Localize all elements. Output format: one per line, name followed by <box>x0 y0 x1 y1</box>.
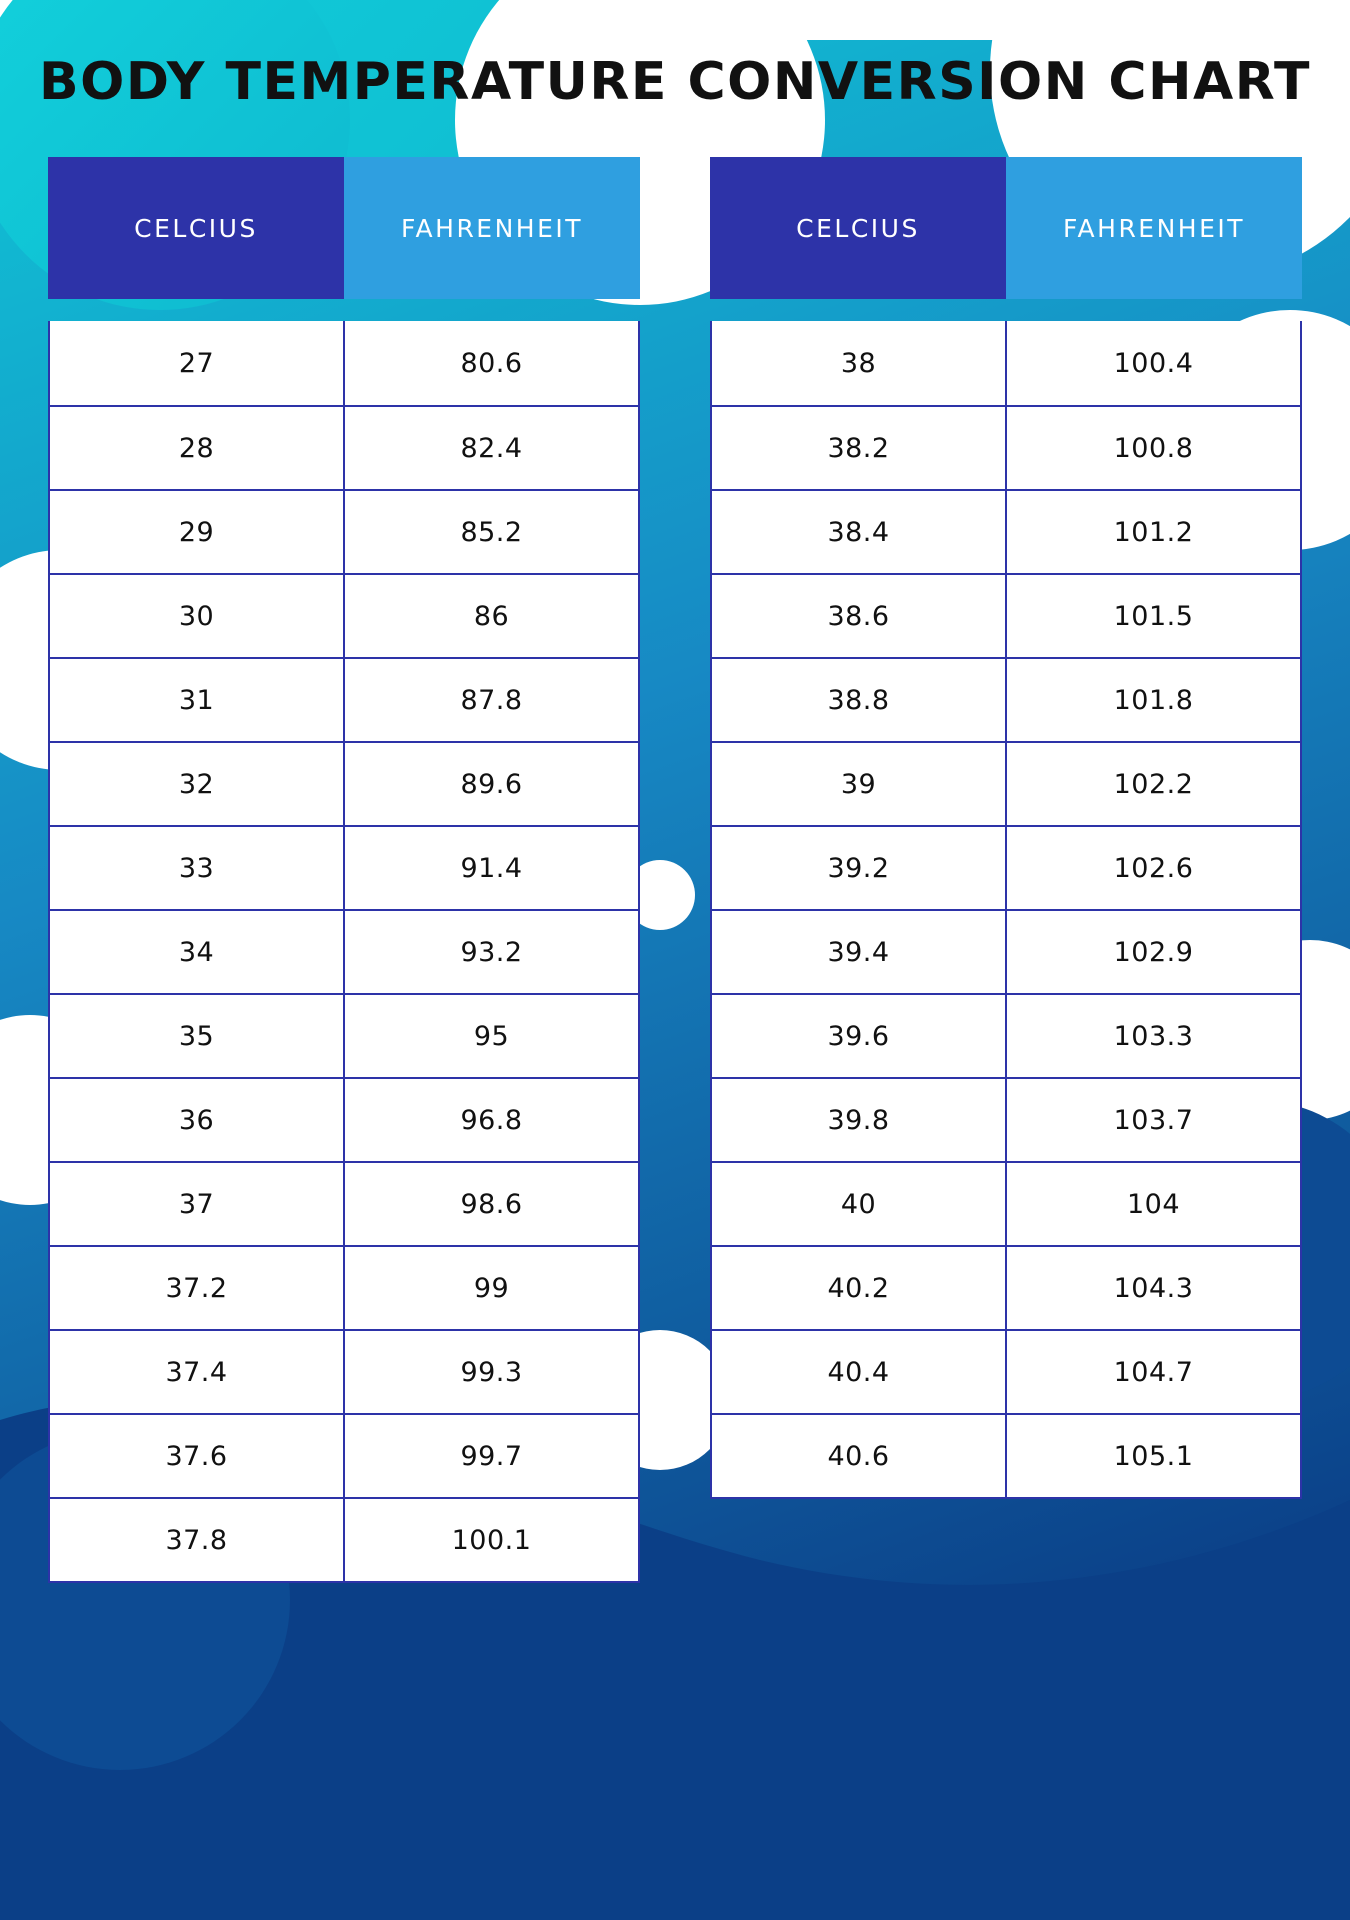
cell-fahrenheit: 102.2 <box>1005 743 1300 825</box>
cell-celcius: 38.8 <box>827 684 890 716</box>
cell-fahrenheit: 102.9 <box>1005 911 1300 993</box>
table-row <box>712 1413 1300 1497</box>
right-header-fahrenheit: FAHRENHEIT <box>1006 157 1302 299</box>
right-table-header <box>710 157 1302 299</box>
cell-celcius: 39.6 <box>827 1020 890 1052</box>
cell-fahrenheit: 103.3 <box>1005 995 1300 1077</box>
table-row <box>50 1413 638 1497</box>
cell-fahrenheit: 87.8 <box>343 659 638 741</box>
cell-fahrenheit: 99.7 <box>343 1415 638 1497</box>
cell-celcius: 27 <box>178 347 215 379</box>
cell-celcius: 37.6 <box>165 1440 228 1472</box>
cell-celcius: 33 <box>178 852 215 884</box>
cell-fahrenheit: 91.4 <box>343 827 638 909</box>
table-row <box>50 741 638 825</box>
cell-celcius: 37 <box>178 1188 215 1220</box>
cell-fahrenheit: 85.2 <box>343 491 638 573</box>
cell-celcius: 39.2 <box>827 852 890 884</box>
cell-celcius: 38.2 <box>827 432 890 464</box>
cell-fahrenheit: 93.2 <box>343 911 638 993</box>
right-table <box>710 157 1302 1499</box>
left-table-header <box>48 157 640 299</box>
table-row <box>50 1245 638 1329</box>
cell-celcius: 37.2 <box>165 1272 228 1304</box>
cell-fahrenheit: 101.8 <box>1005 659 1300 741</box>
table-row <box>50 573 638 657</box>
left-table <box>48 157 640 1583</box>
cell-celcius: 29 <box>178 516 215 548</box>
table-row <box>712 489 1300 573</box>
cell-celcius: 28 <box>178 432 215 464</box>
cell-fahrenheit: 101.5 <box>1005 575 1300 657</box>
cell-fahrenheit: 101.2 <box>1005 491 1300 573</box>
cell-fahrenheit: 99.3 <box>343 1331 638 1413</box>
table-row <box>712 657 1300 741</box>
table-row <box>712 405 1300 489</box>
cell-fahrenheit: 104 <box>1005 1163 1300 1245</box>
table-row <box>712 741 1300 825</box>
left-header-fahrenheit: FAHRENHEIT <box>344 157 640 299</box>
table-row <box>712 573 1300 657</box>
cell-celcius: 37.8 <box>165 1524 228 1556</box>
cell-celcius: 38.4 <box>827 516 890 548</box>
table-row <box>712 1245 1300 1329</box>
cell-celcius: 34 <box>178 936 215 968</box>
table-row <box>50 1161 638 1245</box>
cell-celcius: 38.6 <box>827 600 890 632</box>
cell-celcius: 40.4 <box>827 1356 890 1388</box>
cell-celcius: 39 <box>840 768 877 800</box>
cell-celcius: 39.4 <box>827 936 890 968</box>
table-row <box>712 1077 1300 1161</box>
cell-fahrenheit: 82.4 <box>343 407 638 489</box>
cell-fahrenheit: 98.6 <box>343 1163 638 1245</box>
cell-celcius: 40 <box>840 1188 877 1220</box>
left-header-celcius: CELCIUS <box>48 157 344 299</box>
cell-fahrenheit: 105.1 <box>1005 1415 1300 1497</box>
table-row <box>50 489 638 573</box>
cell-celcius: 40.6 <box>827 1440 890 1472</box>
cell-celcius: 37.4 <box>165 1356 228 1388</box>
table-row <box>50 993 638 1077</box>
cell-celcius: 36 <box>178 1104 215 1136</box>
cell-celcius: 35 <box>178 1020 215 1052</box>
cell-fahrenheit: 100.1 <box>343 1499 638 1581</box>
table-row <box>50 1497 638 1581</box>
cell-celcius: 30 <box>178 600 215 632</box>
table-row <box>712 321 1300 405</box>
cell-fahrenheit: 100.4 <box>1005 321 1300 405</box>
cell-fahrenheit: 99 <box>343 1247 638 1329</box>
table-row <box>50 657 638 741</box>
page-title: BODY TEMPERATURE CONVERSION CHART <box>39 52 1311 112</box>
cell-fahrenheit: 89.6 <box>343 743 638 825</box>
cell-fahrenheit: 86 <box>343 575 638 657</box>
table-row <box>712 1329 1300 1413</box>
cell-fahrenheit: 100.8 <box>1005 407 1300 489</box>
table-row <box>50 825 638 909</box>
table-row <box>712 993 1300 1077</box>
cell-fahrenheit: 103.7 <box>1005 1079 1300 1161</box>
cell-celcius: 38 <box>840 347 877 379</box>
table-row <box>712 1161 1300 1245</box>
table-row <box>50 321 638 405</box>
cell-fahrenheit: 104.7 <box>1005 1331 1300 1413</box>
cell-celcius: 31 <box>178 684 215 716</box>
cell-celcius: 32 <box>178 768 215 800</box>
cell-fahrenheit: 104.3 <box>1005 1247 1300 1329</box>
tables-container <box>0 157 1350 1583</box>
table-row <box>712 825 1300 909</box>
cell-fahrenheit: 95 <box>343 995 638 1077</box>
table-row <box>50 909 638 993</box>
cell-celcius: 40.2 <box>827 1272 890 1304</box>
table-row <box>50 1077 638 1161</box>
table-row <box>50 405 638 489</box>
cell-fahrenheit: 96.8 <box>343 1079 638 1161</box>
cell-celcius: 39.8 <box>827 1104 890 1136</box>
cell-fahrenheit: 102.6 <box>1005 827 1300 909</box>
left-table-body <box>48 321 640 1583</box>
right-header-celcius: CELCIUS <box>710 157 1006 299</box>
cell-fahrenheit: 80.6 <box>343 321 638 405</box>
right-table-body <box>710 321 1302 1499</box>
table-row <box>712 909 1300 993</box>
table-row <box>50 1329 638 1413</box>
